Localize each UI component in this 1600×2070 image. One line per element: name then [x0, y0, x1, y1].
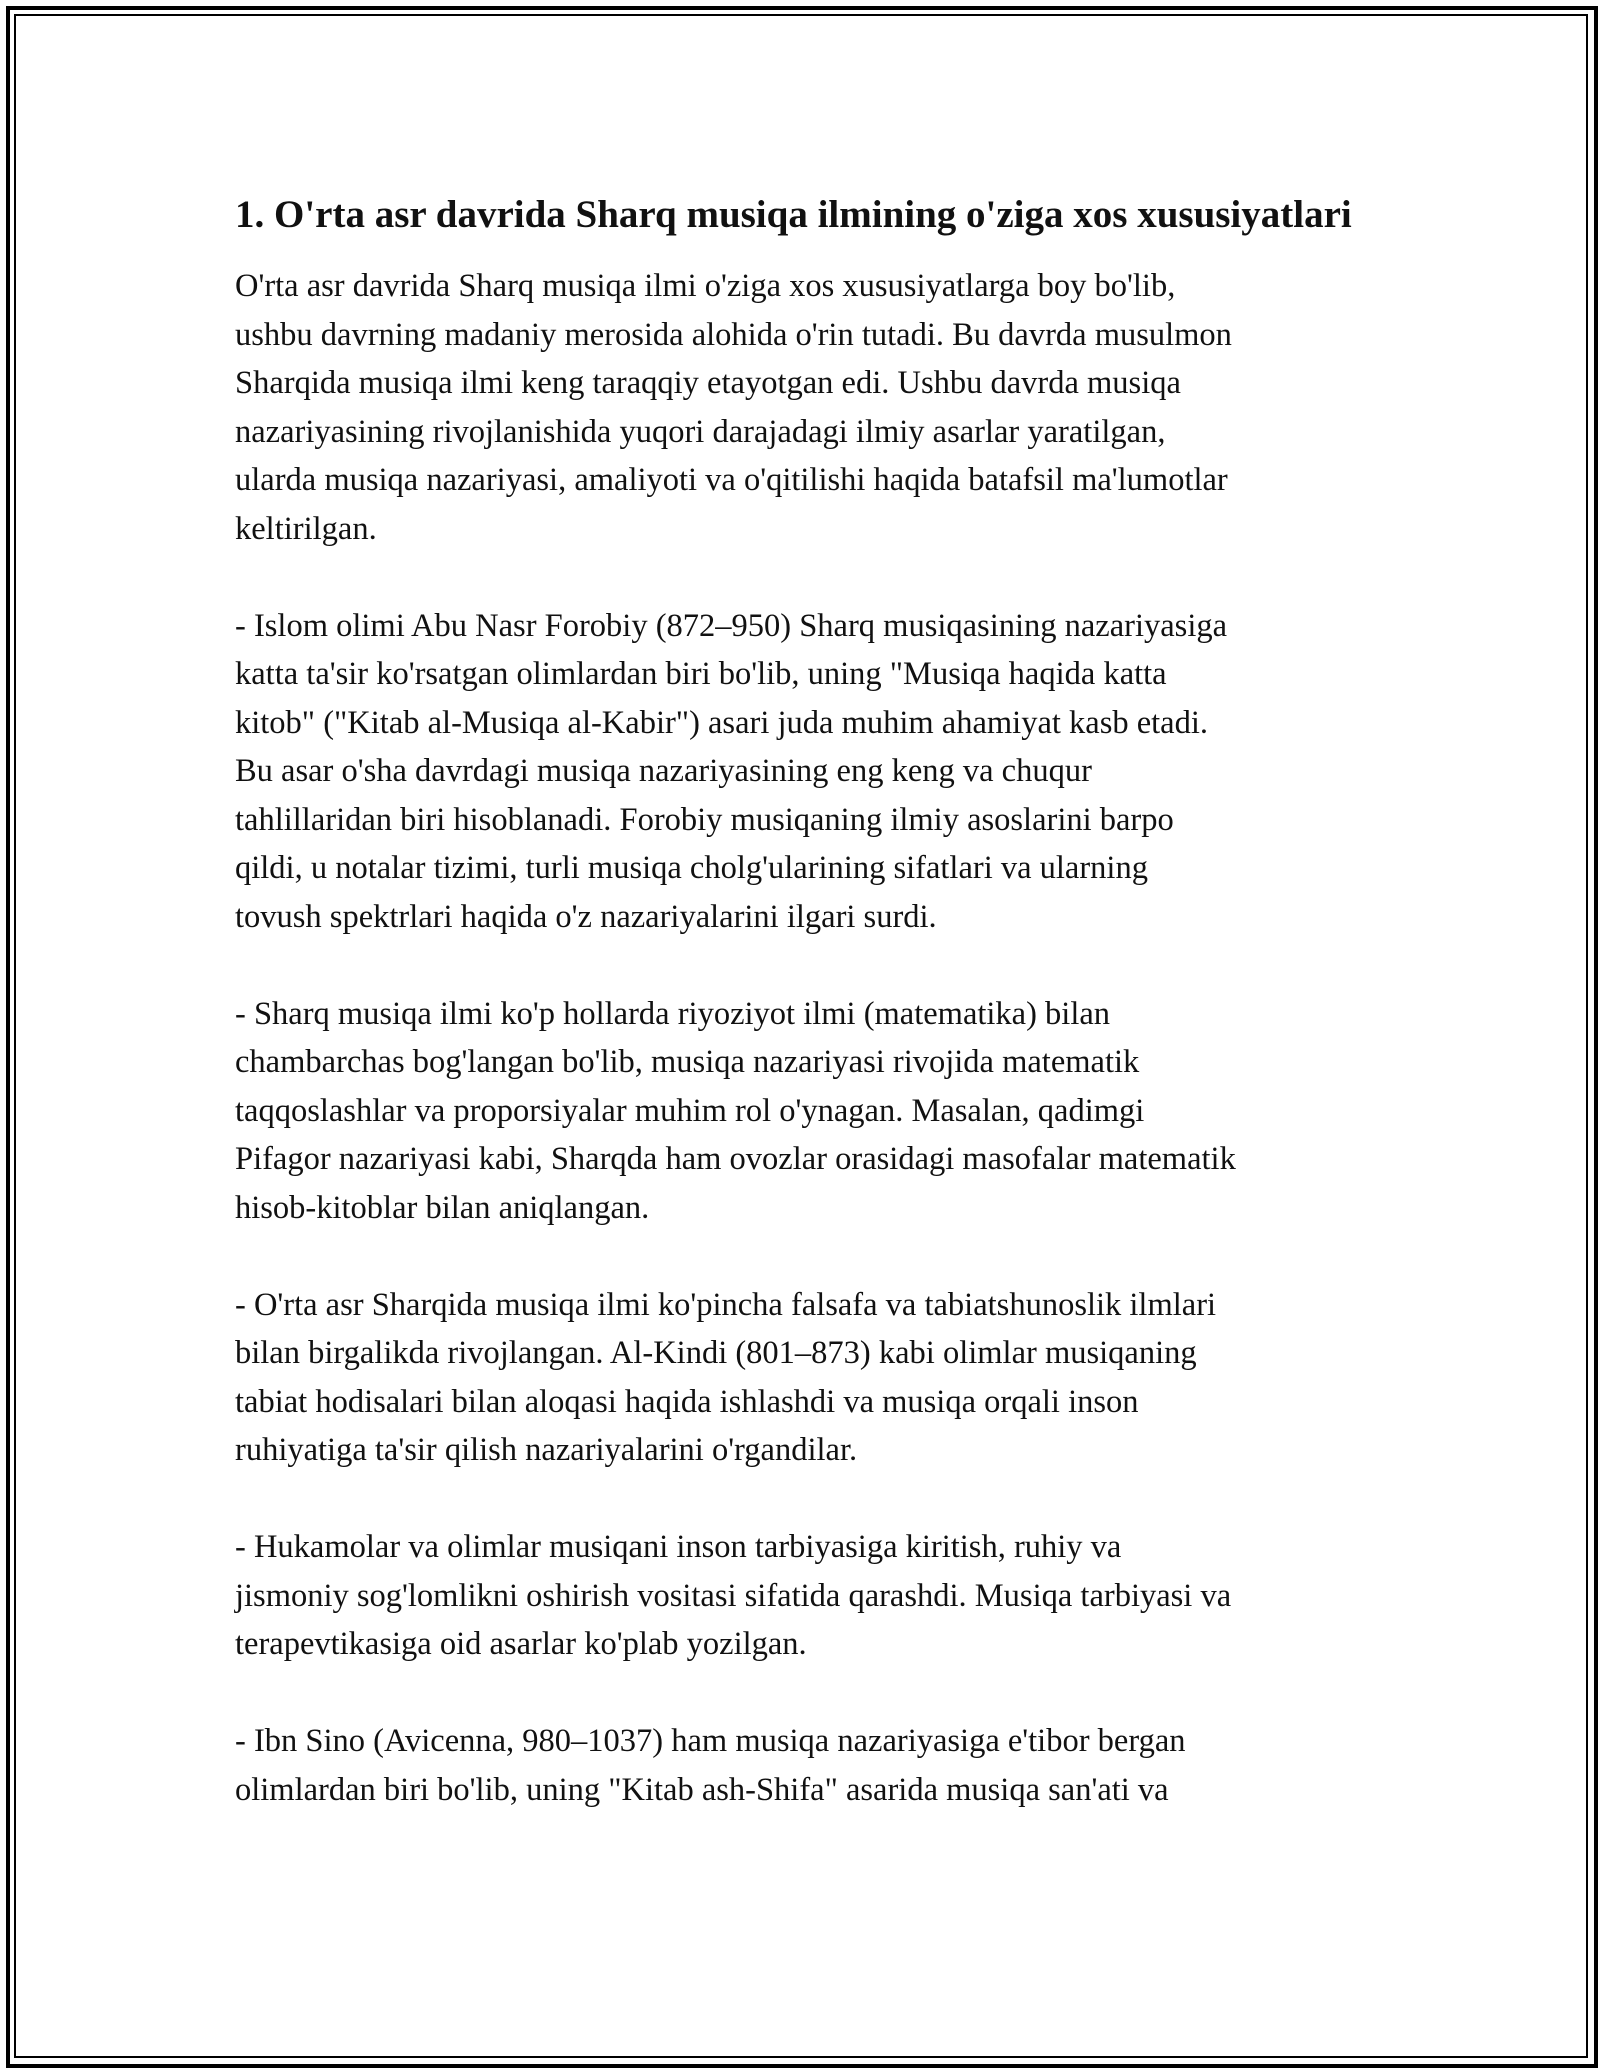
philosophy-paragraph: - O'rta asr Sharqida musiqa ilmi ko'pincha falsafa va tabiatshunoslik ilmlari bilan birgalikda rivojlangan. Al-Kindi (801–873) kabi olimlar musiqaning tabiat hodisalari bilan aloqasi haqida ishlashdi va musiqa orqali inson ruhiyatiga ta'sir qilish nazariyalarini o'rgandilar.	[235, 1286, 1217, 1468]
mathematics-paragraph: - Sharq musiqa ilmi ko'p hollarda riyoziyot ilmi (matematika) bilan chambarchas bog'langan bo'lib, musiqa nazariyasi rivojida matematik taqqoslashlar va proporsiyalar muhim rol o'ynagan. Masalan, qadimgi Pifagor nazariyasi kabi, Sharqda ham ovozlar orasidagi masofalar matematik hisob-kitoblar bilan aniqlangan.	[235, 995, 1236, 1226]
forobiy-paragraph: - Islom olimi Abu Nasr Forobiy (872–950) Sharq musiqasining nazariyasiga katta ta'sir ko'rsatgan olimlardan biri bo'lib, uning "Musiqa haqida katta kitob" ("Kitab al-Musiqa al-Kabir") asari juda muhim ahamiyat kasb etadi. Bu asar o'sha davrdagi musiqa nazariyasining eng keng va chuqur tahlillaridan biri hisoblanadi. Forobiy musiqaning ilmiy asoslarini barpo qildi, u notalar tizimi, turli musiqa cholg'ularining sifatlari va ularning tovush spektrlari haqida o'z nazariyalarini ilgari surdi.	[235, 607, 1228, 935]
document-body	[235, 188, 1375, 1814]
ibn-sino-paragraph: - Ibn Sino (Avicenna, 980–1037) ham musiqa nazariyasiga e'tibor bergan olimlardan biri bo'lib, uning "Kitab ash-Shifa" asarida musiqa san'ati va	[235, 1723, 1186, 1808]
education-paragraph: - Hukamolar va olimlar musiqani inson tarbiyasiga kiritish, ruhiy va jismoniy sog'lomlikni oshirish vositasi sifatida qarashdi. Musiqa tarbiyasi va terapevtikasiga oid asarlar ko'plab yozilgan.	[235, 1529, 1232, 1662]
section-heading: 1. O'rta asr davrida Sharq musiqa ilmining o'ziga xos xususiyatlari	[235, 193, 1352, 236]
intro-paragraph: O'rta asr davrida Sharq musiqa ilmi o'ziga xos xususiyatlarga boy bo'lib, ushbu davrning madaniy merosida alohida o'rin tutadi. Bu davrda musulmon Sharqida musiqa ilmi keng taraqqiy etayotgan edi. Ushbu davrda musiqa nazariyasining rivojlanishida yuqori darajadagi ilmiy asarlar yaratilgan, ularda musiqa nazariyasi, amaliyoti va o'qitilishi haqida batafsil ma'lumotlar keltirilgan.	[235, 268, 1232, 547]
